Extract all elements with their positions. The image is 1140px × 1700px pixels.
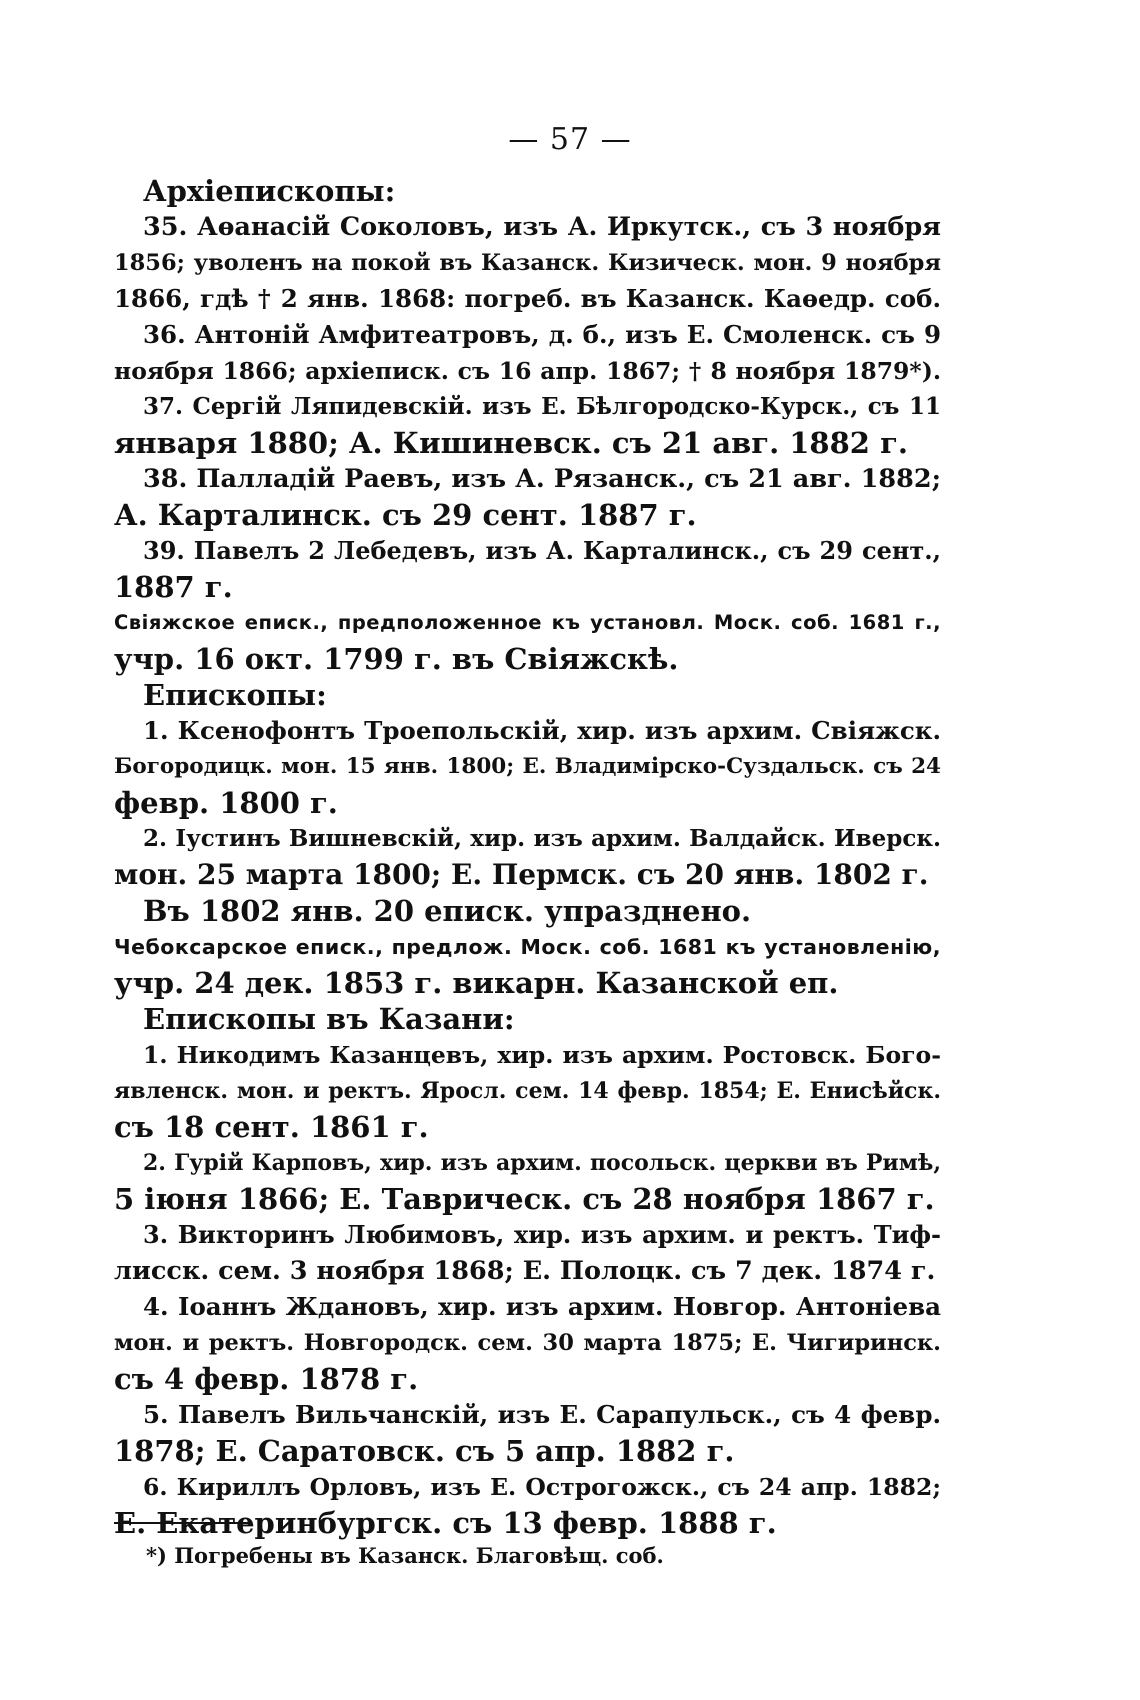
heading-archbishops: Архіепископы: bbox=[143, 174, 396, 208]
text-line: 3. Викторинъ Любимовъ, хир. изъ архим. и ректъ. Тиф- bbox=[143, 1220, 941, 1249]
text-line: мон. и ректъ. Новгородск. сем. 30 марта 1875; Е. Чигиринск. bbox=[114, 1330, 941, 1356]
text-line: 6. Кириллъ Орловъ, изъ Е. Острогожск., съ 24 апр. 1882; bbox=[143, 1473, 941, 1501]
text-line: 36. Антоній Амфитеатровъ, д. б., изъ Е. Смоленск. съ 9 bbox=[143, 320, 941, 349]
text-line: 2. Гурій Карповъ, хир. изъ архим. посольск. церкви въ Римѣ, bbox=[143, 1150, 941, 1176]
text-line: 35. Аѳанасій Соколовъ, изъ А. Иркутск., съ 3 ноября bbox=[143, 212, 941, 242]
text-line: 1878; Е. Саратовск. съ 5 апр. 1882 г. bbox=[114, 1434, 735, 1468]
text-line: съ 4 февр. 1878 г. bbox=[114, 1362, 419, 1396]
text-line: 1. Никодимъ Казанцевъ, хир. изъ архим. Ростовск. Бого- bbox=[143, 1041, 941, 1069]
footnote: *) Погребены въ Казанск. Благовѣщ. соб. bbox=[146, 1543, 664, 1568]
text-line: ноября 1866; архіеписк. съ 16 апр. 1867; † 8 ноября 1879*). bbox=[114, 357, 941, 385]
text-line: Въ 1802 янв. 20 еписк. упразднено. bbox=[143, 894, 752, 928]
text-line: 1856; уволенъ на покой въ Казанск. Кизическ. мон. 9 ноября bbox=[114, 250, 941, 276]
text-line: 38. Палладій Раевъ, изъ А. Рязанск., съ 21 авг. 1882; bbox=[143, 464, 941, 494]
text-line: января 1880; А. Кишиневск. съ 21 авг. 1882 г. bbox=[114, 426, 908, 460]
text-line: 1. Ксенофонтъ Троепольскій, хир. изъ архим. Свіяжск. bbox=[143, 716, 941, 745]
text-line: учр. 24 дек. 1853 г. викарн. Казанской еп. bbox=[114, 966, 839, 1000]
text-line: Богородицк. мон. 15 янв. 1800; Е. Владимірско-Суздальск. съ 24 bbox=[114, 754, 941, 779]
text-line: 39. Павелъ 2 Лебедевъ, изъ А. Карталинск., съ 29 сент., bbox=[143, 536, 941, 565]
text-line: 4. Іоаннъ Ждановъ, хир. изъ архим. Новгор. Антоніева bbox=[143, 1292, 941, 1321]
text-line: мон. 25 марта 1800; Е. Пермск. съ 20 янв. 1802 г. bbox=[114, 858, 929, 891]
heading-bishops-kazan: Епископы въ Казани: bbox=[143, 1002, 515, 1036]
text-line: февр. 1800 г. bbox=[114, 786, 338, 820]
text-line: 37. Сергій Ляпидевскій. изъ Е. Бѣлгородско-Курск., съ 11 bbox=[143, 393, 941, 420]
footnote-divider bbox=[114, 1522, 250, 1524]
page-number: — 57 — bbox=[508, 122, 632, 157]
body-text bbox=[114, 173, 941, 1541]
text-line: Е. Екатеринбургск. съ 13 февр. 1888 г. bbox=[114, 1506, 777, 1540]
text-line: съ 18 сент. 1861 г. bbox=[114, 1110, 429, 1144]
text-line: 1887 г. bbox=[114, 570, 233, 604]
text-line: 5 іюня 1866; Е. Таврическ. съ 28 ноября 1867 г. bbox=[114, 1182, 935, 1216]
text-line: лисск. сем. 3 ноября 1868; Е. Полоцк. съ 7 дек. 1874 г. bbox=[114, 1256, 936, 1286]
text-line: 5. Павелъ Вильчанскій, изъ Е. Сарапульск., съ 4 февр. bbox=[143, 1400, 941, 1429]
heading-bishops: Епископы: bbox=[143, 678, 327, 712]
text-line: явленск. мон. и ректъ. Яросл. сем. 14 февр. 1854; Е. Енисѣйск. bbox=[114, 1078, 941, 1104]
text-line: А. Карталинск. съ 29 сент. 1887 г. bbox=[114, 498, 697, 532]
text-line: учр. 16 окт. 1799 г. въ Свіяжскѣ. bbox=[114, 642, 679, 676]
text-line: 2. Іустинъ Вишневскій, хир. изъ архим. Валдайск. Иверск. bbox=[143, 825, 941, 852]
heading-sviyazhsk-diocese: Свіяжское еписк., предположенное къ установл. Моск. соб. 1681 г., bbox=[114, 611, 941, 634]
heading-cheboksary-diocese: Чебоксарское еписк., предлож. Моск. соб. 1681 къ установленію, bbox=[114, 935, 941, 959]
text-line: 1866, гдѣ † 2 янв. 1868: погреб. въ Казанск. Каѳедр. соб. bbox=[114, 284, 941, 313]
